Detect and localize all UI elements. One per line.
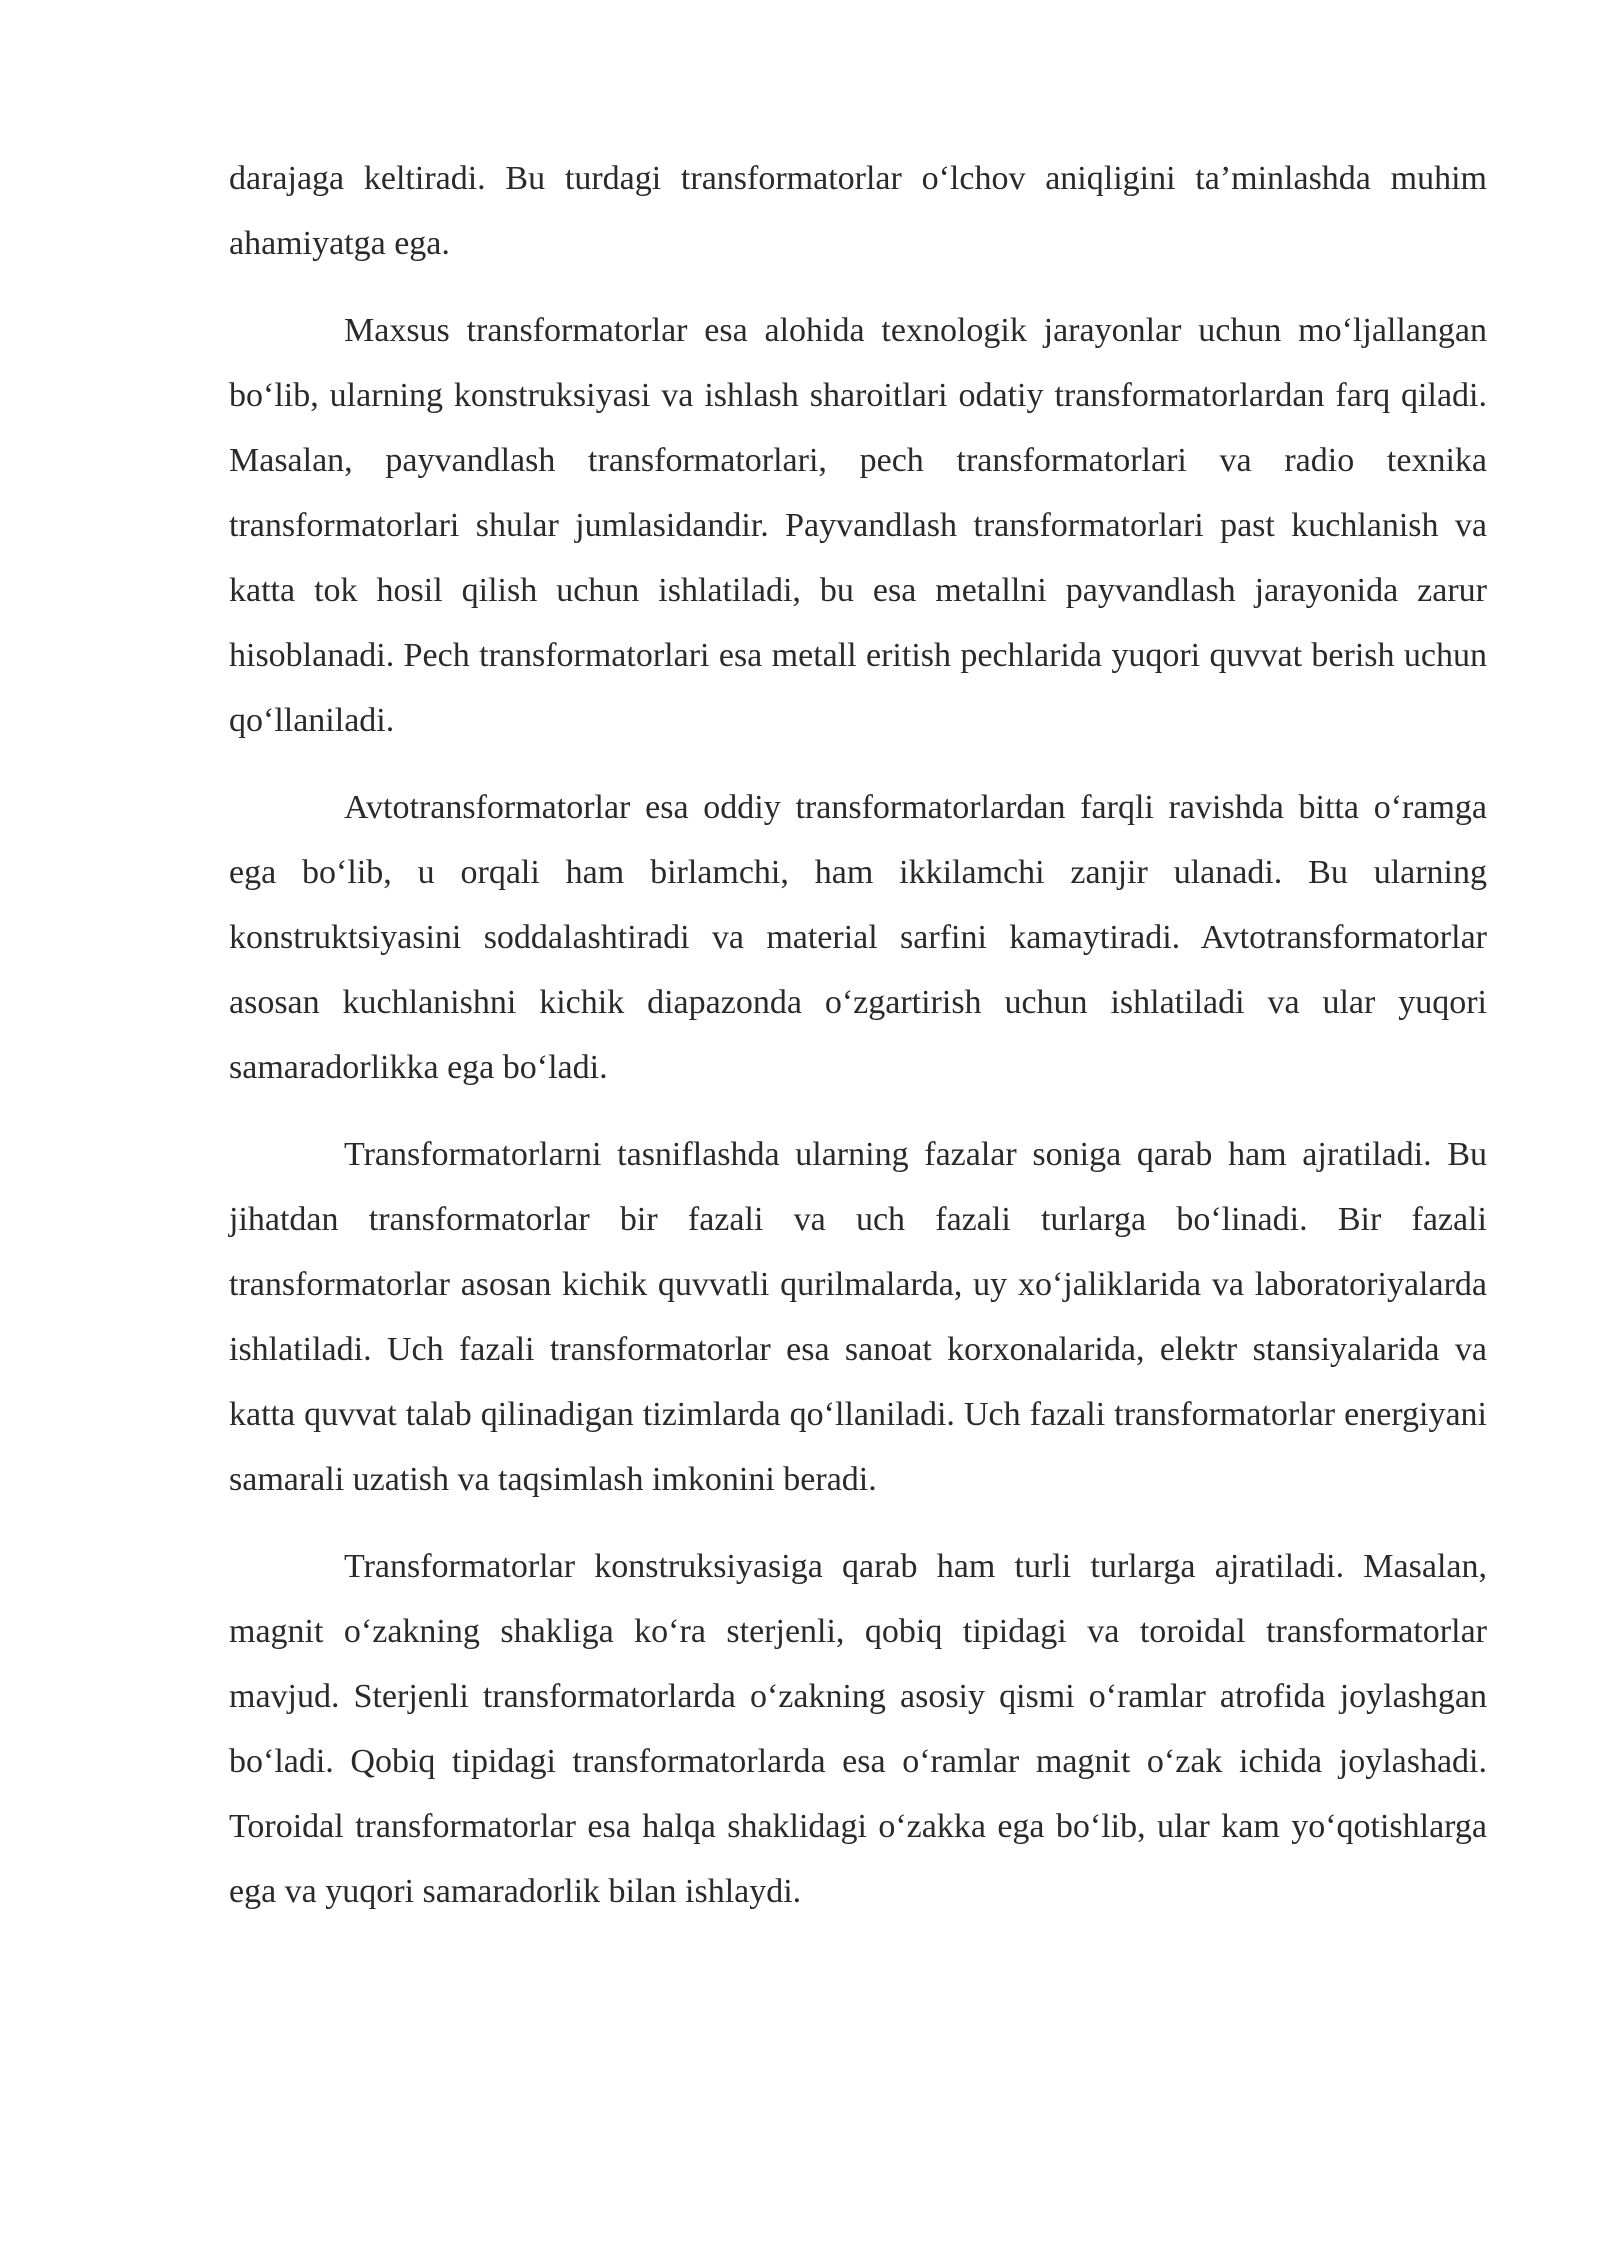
document-page [229,146,1487,1946]
paragraph-1: darajaga keltiradi. Bu turdagi transformatorlar o‘lchov aniqligini ta’minlashda muhim ahamiyatga ega. [229,160,1487,262]
paragraph-2: Maxsus transformatorlar esa alohida texnologik jarayonlar uchun mo‘ljallangan bo‘lib, ularning konstruksiyasi va ishlash sharoitlari odatiy transformatorlardan farq qiladi. Masalan, payvandlash transformatorlari, pech transformatorlari va radio texnika transformatorlari shular jumlasidandir. Payvandlash transformatorlari past kuchlanish va katta tok hosil qilish uchun ishlatiladi, bu esa metallni payvandlash jarayonida zarur hisoblanadi. Pech transformatorlari esa metall eritish pechlarida yuqori quvvat berish uchun qo‘llaniladi. [229,312,1487,739]
paragraph-3: Avtotransformatorlar esa oddiy transformatorlardan farqli ravishda bitta o‘ramga ega bo‘lib, u orqali ham birlamchi, ham ikkilamchi zanjir ulanadi. Bu ularning konstruktsiyasini soddalashtiradi va material sarfini kamaytiradi. Avtotransformatorlar asosan kuchlanishni kichik diapazonda o‘zgartirish uchun ishlatiladi va ular yuqori samaradorlikka ega bo‘ladi. [229,789,1487,1086]
paragraph-5: Transformatorlar konstruksiyasiga qarab ham turli turlarga ajratiladi. Masalan, magnit o‘zakning shakliga ko‘ra sterjenli, qobiq tipidagi va toroidal transformatorlar mavjud. Sterjenli transformatorlarda o‘zakning asosiy qismi o‘ramlar atrofida joylashgan bo‘ladi. Qobiq tipidagi transformatorlarda esa o‘ramlar magnit o‘zak ichida joylashadi. Toroidal transformatorlar esa halqa shaklidagi o‘zakka ega bo‘lib, ular kam yo‘qotishlarga ega va yuqori samaradorlik bilan ishlaydi. [229,1548,1487,1910]
paragraph-4: Transformatorlarni tasniflashda ularning fazalar soniga qarab ham ajratiladi. Bu jihatdan transformatorlar bir fazali va uch fazali turlarga bo‘linadi. Bir fazali transformatorlar asosan kichik quvvatli qurilmalarda, uy xo‘jaliklarida va laboratoriyalarda ishlatiladi. Uch fazali transformatorlar esa sanoat korxonalarida, elektr stansiyalarida va katta quvvat talab qilinadigan tizimlarda qo‘llaniladi. Uch fazali transformatorlar energiyani samarali uzatish va taqsimlash imkonini beradi. [229,1136,1487,1498]
